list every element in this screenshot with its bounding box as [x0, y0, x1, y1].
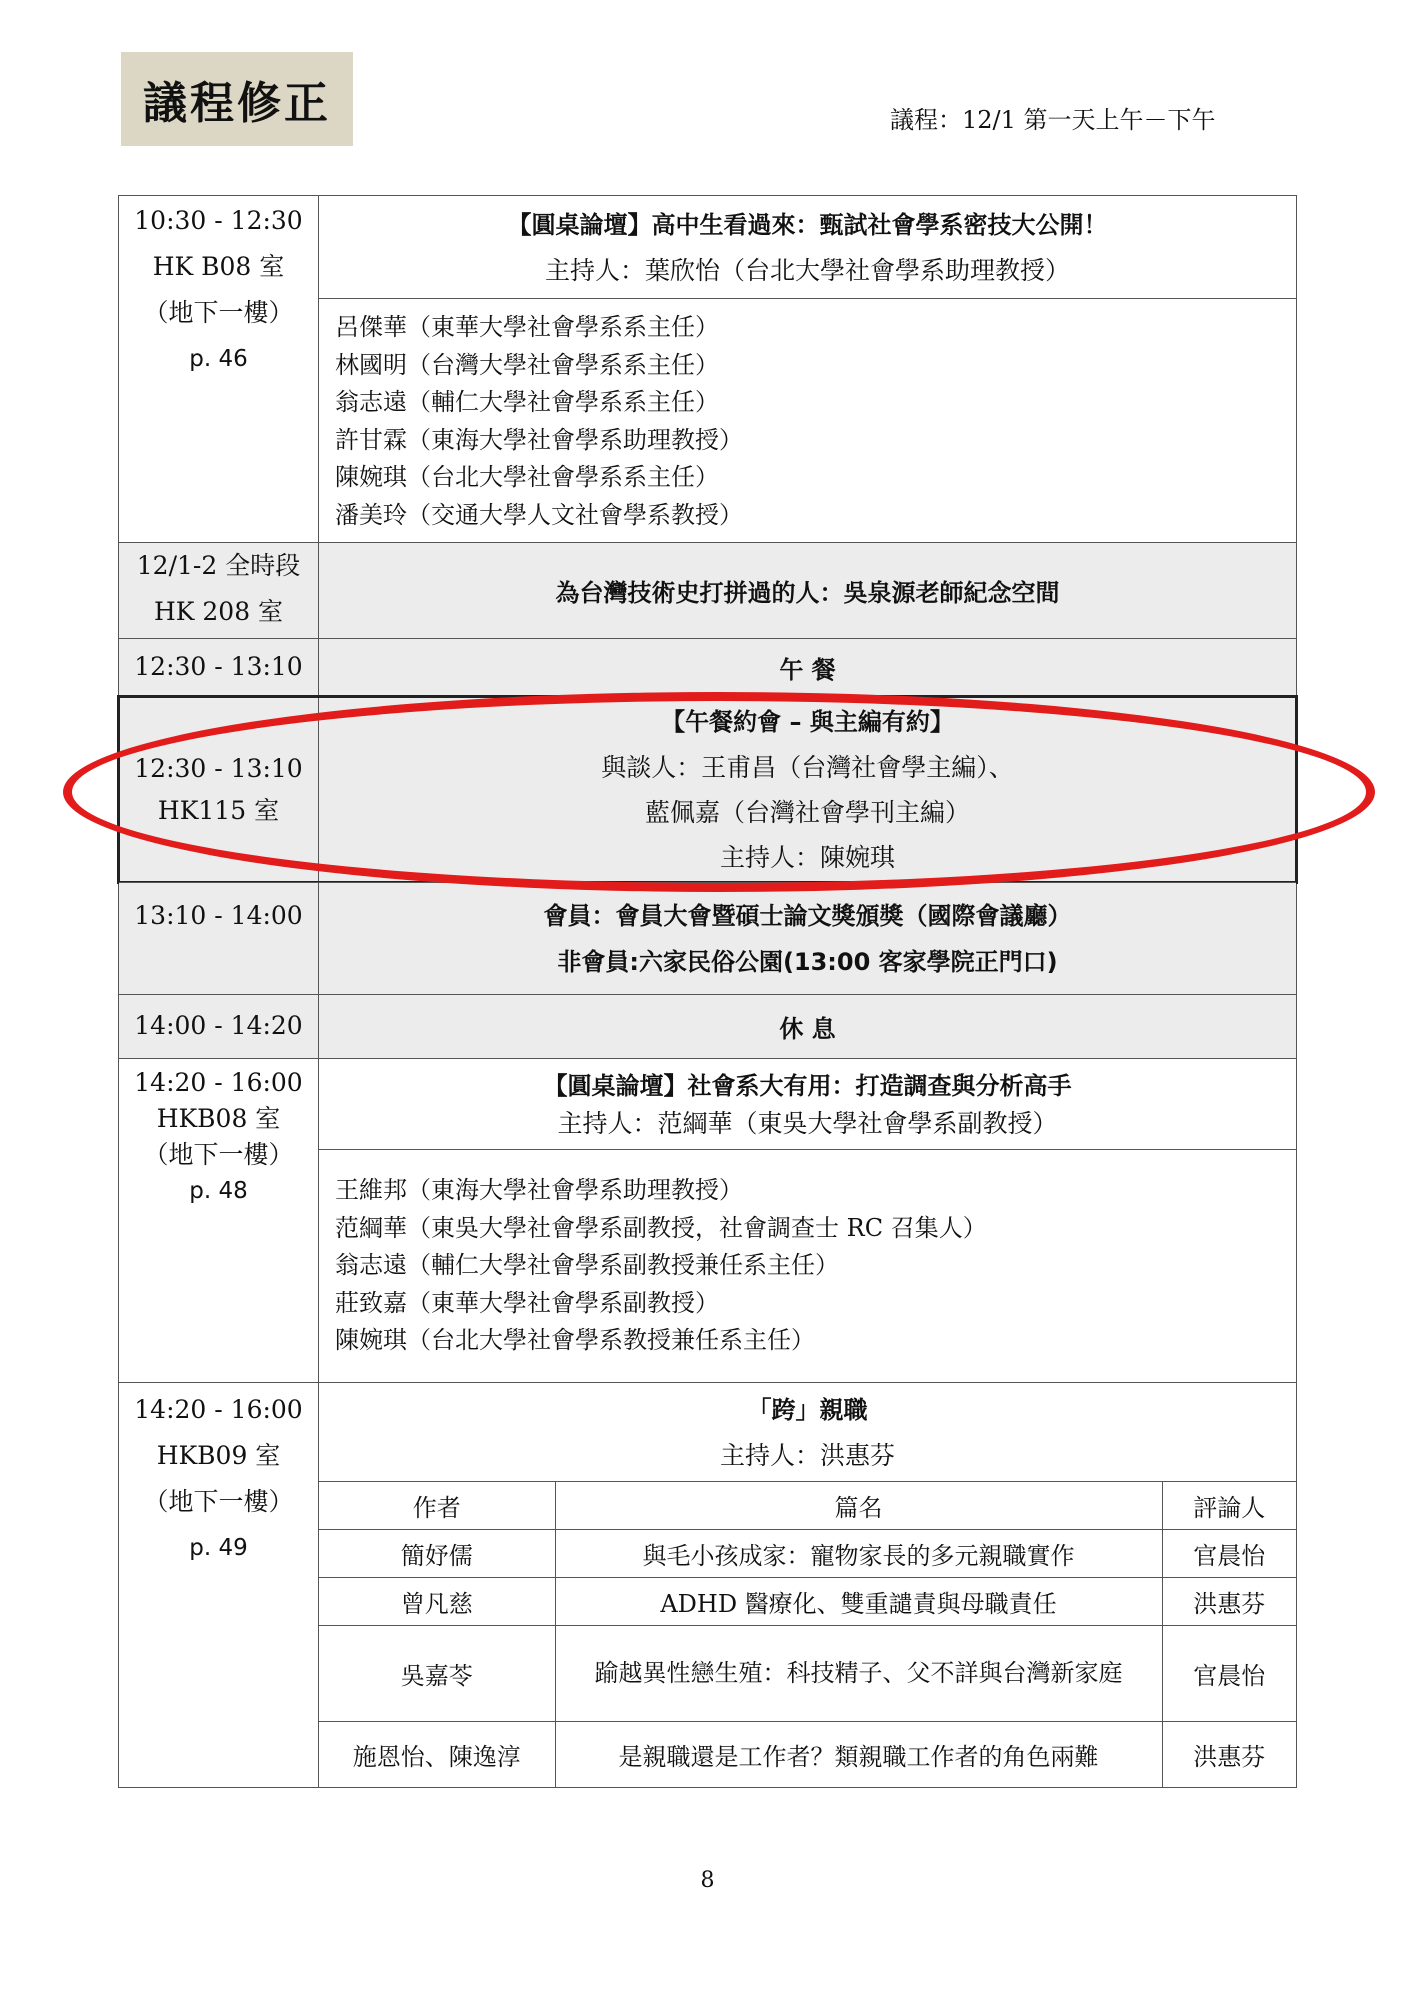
session-page: p. 49	[189, 1534, 248, 1561]
session-speakers-line1: 與談人：王甫昌（台灣社會學主編）、	[601, 752, 1014, 782]
participant: 潘美玲（交通大學人文社會學系教授）	[335, 500, 743, 529]
paper-discussant: 洪惠芬	[1162, 1721, 1296, 1787]
session-header	[319, 1059, 1296, 1149]
session-time: 12:30 - 13:10	[134, 753, 303, 783]
session-page: p. 46	[189, 346, 248, 372]
session-time: 13:10 - 14:00	[119, 883, 319, 994]
session-content	[319, 639, 1296, 696]
paper-title: 是親職還是工作者？類親職工作者的角色兩難	[555, 1721, 1162, 1787]
session-speakers-line2: 藍佩嘉（台灣社會學刊主編）	[644, 797, 970, 827]
session-time: 14:20 - 16:00	[134, 1394, 303, 1424]
column-header-discussant: 評論人	[1162, 1481, 1296, 1529]
paper-discussant: 官晨怡	[1162, 1625, 1296, 1721]
session-nonmembers-line: 非會員:六家民俗公園(13:00 客家學院正門口)	[557, 947, 1058, 976]
session-title: 【圓桌論壇】高中生看過來：甄試社會學系密技大公開！	[507, 211, 1108, 239]
session-header	[319, 196, 1296, 298]
participant: 許甘霖（東海大學社會學系助理教授）	[335, 425, 743, 454]
paper-title: 踰越異性戀生殖：科技精子、父不詳與台灣新家庭	[555, 1625, 1162, 1721]
participant: 陳婉琪（台北大學社會學系系主任）	[335, 463, 719, 491]
session-room: HKB08 室	[156, 1104, 281, 1133]
session-info	[119, 697, 319, 882]
page-title: 議程修正	[121, 52, 353, 146]
paper-discussant: 官晨怡	[1162, 1529, 1296, 1577]
column-header-author: 作者	[319, 1481, 555, 1529]
participant: 范綱華（東吳大學社會學系副教授，社會調查士 RC 召集人）	[335, 1213, 987, 1242]
participant-list	[319, 1149, 1296, 1382]
column-header-paper: 篇名	[555, 1481, 1162, 1529]
session-cross-parenting	[119, 1382, 1296, 1788]
session-break	[119, 994, 1296, 1058]
session-floor: （地下一樓）	[143, 1486, 294, 1516]
participant: 呂傑華（東華大學社會學系系主任）	[335, 313, 719, 341]
session-room: HK B08 室	[152, 252, 285, 281]
session-content	[319, 543, 1296, 638]
session-info	[119, 1059, 319, 1382]
session-title: 「跨」親職	[747, 1395, 868, 1424]
session-content	[319, 1059, 1296, 1382]
session-host: 主持人：葉欣怡（台北大學社會學系助理教授）	[544, 256, 1070, 285]
session-page: p. 48	[189, 1178, 248, 1204]
participant: 陳婉琪（台北大學社會學系教授兼任系主任）	[335, 1326, 815, 1354]
session-content	[319, 196, 1296, 542]
session-title: 【午餐約會 – 與主編有約】	[661, 707, 954, 736]
agenda-table	[118, 195, 1297, 1788]
paper-title: 與毛小孩成家：寵物家長的多元親職實作	[555, 1529, 1162, 1577]
session-header	[319, 1383, 1296, 1481]
session-title: 休 息	[779, 1015, 836, 1043]
session-room: HK 208 室	[153, 597, 284, 626]
papers-table	[319, 1481, 1296, 1788]
participant: 翁志遠（輔仁大學社會學系副教授兼任系主任）	[335, 1251, 839, 1279]
session-content	[319, 1383, 1296, 1788]
session-content	[319, 883, 1296, 994]
session-title: 為台灣技術史打拼過的人：吳泉源老師紀念空間	[555, 579, 1060, 607]
session-lunch	[119, 638, 1296, 696]
session-host: 主持人：陳婉琪	[719, 842, 895, 872]
session-floor: （地下一樓）	[143, 1140, 294, 1169]
agenda-subtitle: 議程：12/1 第一天上午－下午	[890, 106, 1216, 134]
session-info	[119, 543, 319, 638]
session-roundtable-survey	[119, 1058, 1296, 1382]
session-time: 14:20 - 16:00	[134, 1068, 303, 1097]
papers-header-row	[319, 1481, 1296, 1529]
paper-title: ADHD 醫療化、雙重譴責與母職責任	[555, 1577, 1162, 1625]
session-memorial-space	[119, 542, 1296, 638]
table-row	[319, 1529, 1296, 1577]
session-floor: （地下一樓）	[143, 298, 294, 327]
session-time: 12/1-2 全時段	[136, 551, 301, 580]
session-title: 午 餐	[779, 656, 836, 684]
session-host: 主持人：范綱華（東吳大學社會學系副教授）	[557, 1109, 1058, 1138]
table-row	[319, 1625, 1296, 1721]
paper-discussant: 洪惠芬	[1162, 1577, 1296, 1625]
session-time: 10:30 - 12:30	[134, 206, 303, 235]
paper-author: 曾凡慈	[319, 1577, 555, 1625]
page-number: 8	[700, 1868, 715, 1893]
paper-author: 吳嘉苓	[319, 1625, 555, 1721]
session-members-line: 會員：會員大會暨碩士論文獎頒獎（國際會議廳）	[543, 901, 1072, 930]
paper-author: 施恩怡、陳逸淳	[319, 1721, 555, 1787]
session-general-assembly	[119, 882, 1296, 994]
participant-list	[319, 298, 1296, 542]
participant: 莊致嘉（東華大學社會學系副教授）	[335, 1288, 719, 1317]
session-roundtable-highschool	[119, 196, 1296, 542]
session-time: 14:00 - 14:20	[119, 995, 319, 1058]
session-title: 【圓桌論壇】社會系大有用：打造調查與分析高手	[543, 1072, 1072, 1100]
session-info	[119, 196, 319, 542]
participant: 林國明（台灣大學社會學系系主任）	[335, 350, 719, 379]
participant: 王維邦（東海大學社會學系助理教授）	[335, 1176, 743, 1204]
table-row	[319, 1577, 1296, 1625]
session-room: HK115 室	[157, 795, 280, 825]
session-room: HKB09 室	[156, 1440, 281, 1470]
paper-author: 簡妤儒	[319, 1529, 555, 1577]
session-content	[319, 995, 1296, 1058]
session-host: 主持人：洪惠芬	[719, 1440, 895, 1470]
session-lunch-date-editors	[119, 696, 1296, 882]
session-time: 12:30 - 13:10	[119, 639, 319, 696]
participant: 翁志遠（輔仁大學社會學系系主任）	[335, 388, 719, 416]
session-info	[119, 1383, 319, 1788]
session-content	[319, 697, 1296, 882]
table-row	[319, 1721, 1296, 1787]
